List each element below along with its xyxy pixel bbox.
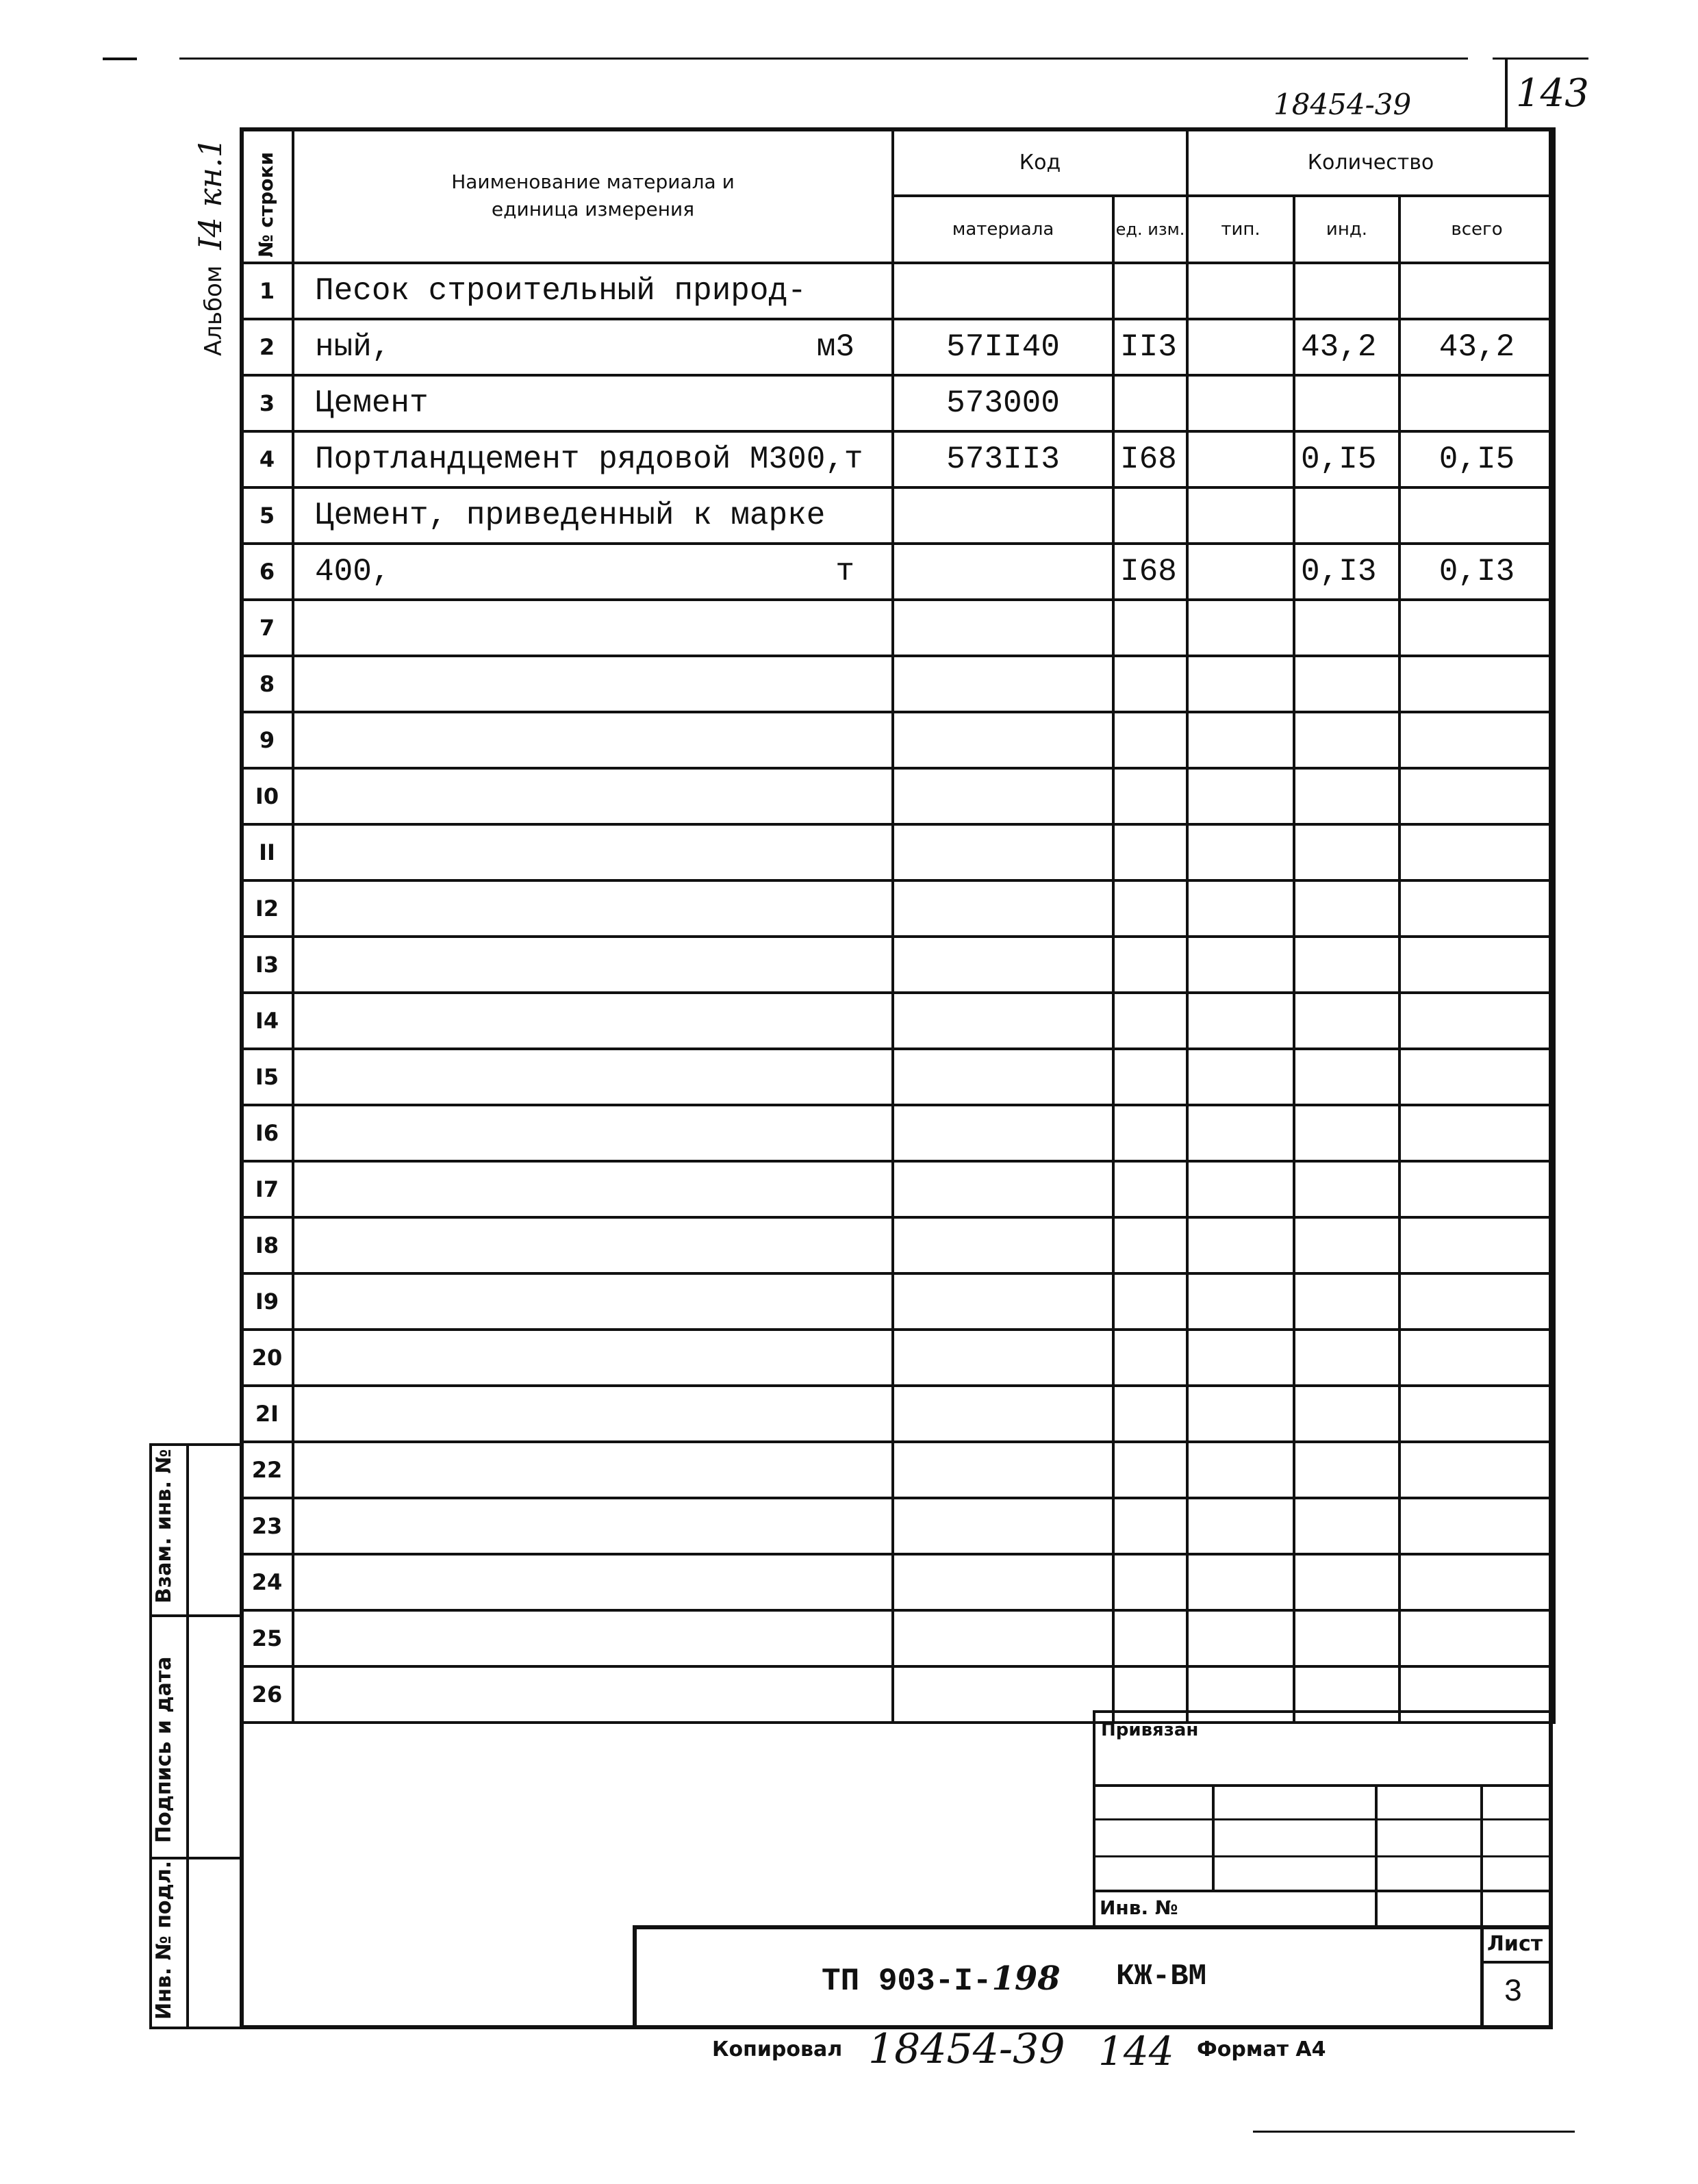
row-number: 24	[241, 1554, 293, 1610]
row-material-name-text: Песок строительный природ-	[315, 273, 807, 309]
row-qty-ind: 0,I5	[1294, 431, 1399, 487]
row-number: 9	[241, 712, 293, 768]
side-label-vzam: Взам. инв. №	[152, 1449, 176, 1603]
col-name: Наименование материала и единица измерения	[293, 129, 893, 263]
row-number: 2	[241, 319, 293, 375]
row-material-name-text: Цемент, приведенный к марке	[315, 498, 826, 533]
footer-hand-number: 18454-39	[868, 2025, 1065, 2073]
row-material-code: 57II40	[893, 319, 1113, 375]
row-number: 26	[241, 1666, 293, 1723]
row-unit-word: т	[835, 554, 854, 589]
row-number: I7	[241, 1161, 293, 1217]
row-qty-total: 0,I5	[1399, 431, 1554, 487]
row-qty-total: 43,2	[1399, 319, 1554, 375]
row-number: I6	[241, 1105, 293, 1161]
designation	[822, 1959, 1061, 1999]
row-qty-ind: 43,2	[1294, 319, 1399, 375]
album-number: I4 кн.1	[192, 138, 229, 250]
privyazan-row-3	[1093, 1855, 1553, 1857]
row-number: I8	[241, 1217, 293, 1273]
row-material-name-text: Цемент	[315, 385, 429, 421]
privyazan-row-1	[1093, 1784, 1553, 1787]
col-row-no-label: № строки	[255, 151, 277, 257]
row-number: I3	[241, 937, 293, 993]
title-block	[633, 1925, 1553, 2029]
title-block-sheet-divider	[1480, 1925, 1484, 2029]
row-material-code: 573II3	[893, 431, 1113, 487]
row-number: 23	[241, 1498, 293, 1554]
row-number: 20	[241, 1330, 293, 1386]
row-material-name-text: 400,	[315, 554, 391, 589]
col-qty-ind: инд.	[1294, 196, 1399, 263]
row-number: 2I	[241, 1386, 293, 1442]
row-material-name-text: ный,	[315, 329, 391, 365]
row-number: 7	[241, 600, 293, 656]
row-unit-code: II3	[1113, 319, 1187, 375]
privyazan-col-1	[1212, 1784, 1215, 1890]
side-label-podpis: Подпись и дата	[152, 1656, 176, 1843]
row-number: I2	[241, 880, 293, 937]
top-rule-left	[103, 58, 137, 60]
col-qty-group: Количество	[1187, 129, 1554, 196]
designation-text: ТП 903-I-	[822, 1964, 992, 1999]
side-strip-divider-2	[149, 1857, 242, 1859]
page-number-box-left	[1505, 58, 1508, 130]
privyazan-col-2	[1375, 1784, 1378, 1929]
top-rule	[179, 58, 1468, 60]
row-material-code: 573000	[893, 375, 1113, 431]
side-label-inv-podl: Инв. № подл.	[152, 1860, 176, 2020]
row-number: 6	[241, 544, 293, 600]
format-label: Формат А4	[1197, 2037, 1326, 2061]
row-qty-ind: 0,I3	[1294, 544, 1399, 600]
row-number: 5	[241, 487, 293, 544]
copied-label: Копировал	[712, 2037, 843, 2061]
designation-hand: 198	[991, 1959, 1061, 1998]
col-code-group: Код	[893, 129, 1187, 196]
inv-no-label: Инв. №	[1100, 1896, 1178, 1919]
page-number: 143	[1516, 71, 1589, 116]
row-unit-word: м3	[816, 329, 854, 365]
row-unit-code: I68	[1113, 431, 1187, 487]
col-qty-typ: тип.	[1187, 196, 1294, 263]
col-code-material: материала	[893, 196, 1113, 263]
row-number: 25	[241, 1610, 293, 1666]
row-number: I4	[241, 993, 293, 1049]
album-label-text: Альбом	[200, 265, 227, 356]
row-unit-code: I68	[1113, 544, 1187, 600]
row-number: II	[241, 824, 293, 880]
privyazan-col-3	[1480, 1784, 1483, 1929]
row-number: I9	[241, 1273, 293, 1330]
row-number: 4	[241, 431, 293, 487]
row-number: 1	[241, 263, 293, 319]
bottom-rule	[1253, 2131, 1575, 2133]
row-number: 3	[241, 375, 293, 431]
privyazan-label: Привязан	[1101, 1720, 1199, 1740]
album-label	[192, 138, 229, 356]
sheet-label: Лист	[1487, 1932, 1543, 1956]
doc-number: 18454-39	[1274, 88, 1412, 121]
row-number: 8	[241, 656, 293, 712]
sheet-label-divider	[1480, 1961, 1553, 1964]
row-material-name-text: Портландцемент рядовой М300,т	[315, 442, 863, 477]
side-strip-divider-1	[149, 1614, 242, 1617]
col-qty-total: всего	[1399, 196, 1554, 263]
sheet-number: 3	[1504, 1975, 1523, 2010]
row-qty-total: 0,I3	[1399, 544, 1554, 600]
row-number: 22	[241, 1442, 293, 1498]
mark-code: КЖ-ВМ	[1116, 1959, 1207, 1994]
privyazan-row-4	[1093, 1890, 1553, 1892]
row-number: I5	[241, 1049, 293, 1105]
privyazan-row-2	[1093, 1818, 1553, 1820]
row-number: I0	[241, 768, 293, 824]
footer-hand-page: 144	[1098, 2028, 1174, 2074]
side-strip-divider-v	[186, 1443, 189, 2029]
col-code-unit: ед. изм.	[1113, 196, 1187, 263]
